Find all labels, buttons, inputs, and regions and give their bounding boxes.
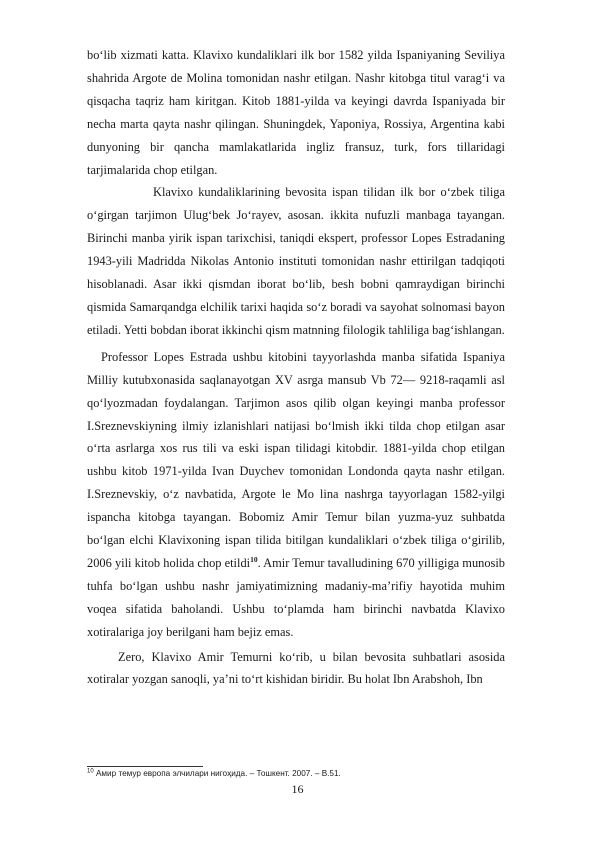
footnote (87, 768, 507, 779)
paragraph-3-part-2: . Amir Temur tavalludining 670 yilligiga munosib tuhfa bo‘lgan ushbu nashr jamiyatimizning madaniy-ma’rifiy hayotida muhim voqea sifatida baholandi. Ushbu to‘plamda ham birinchi navbatda Klavixo xotiralariga joy berilgani ham bejiz emas. (87, 555, 505, 639)
paragraph-2: Klavixo kundaliklarining bevosita ispan tilidan ilk bor o‘zbek tiliga o‘girgan tarjimon Ulug‘bek Jo‘rayev, asosan. ikkita nufuzli manbaga tayangan. Birinchi manba yirik ispan tarixchisi, taniqdi ekspert, professor Lopes Estradaning 1943-yili Madridda Nikolas Antonio instituti tomonidan nashr ettirilgan tadqiqoti hisoblanadi. Asar ikki qismdan iborat bo‘lib, besh bobni qamraydigan birinchi qismida Samarqandga elchilik tarixi haqida so‘z boradi va sayohat solnomasi bayon etiladi. Yetti bobdan iborat ikkinchi qism matnning filologik tahliliga bag‘ishlangan. (87, 185, 505, 337)
paragraph-3-part-1: Professor Lopes Estrada ushbu kitobini tayyorlashda manba sifatida Ispaniya Milliy kutubxonasida saqlanayotgan XV asrga mansub Vb 72— 9218-raqamli asl qo‘lyozmadan foydalangan. Tarjimon asos qilib olgan keyingi manba professor I.Sreznevskiyning ilmiy izlanishlari natijasi bo‘lmish ikki tilda chop etilgan asar o‘rta asrlarga xos rus tili va eski ispan tilidagi kitobdir. 1881-yilda chop etilgan ushbu kitob 1971-yilda Ivan Duychev tomonidan Londonda qayta nashr etilgan. I.Sreznevskiy, o‘z navbatida, Argote le Mo lina nashrga tayyorlagan 1582-yilgi ispancha kitobga tayangan. Bobomiz Amir Temur bilan yuzma-yuz suhbatda bo‘lgan elchi Klavixoning ispan tilida bitilgan kundaliklari o‘zbek tiliga o‘girilib, 2006 yili kitob holida chop etildi (87, 349, 505, 570)
main-text (87, 44, 505, 691)
footnote-divider (87, 766, 203, 767)
footnote-text: Амир темур европа элчилари нигоҳида. – Тошкент. 2007. – В.51. (93, 769, 341, 778)
paragraph-1: bo‘lib xizmati katta. Klavixo kundaliklari ilk bor 1582 yilda Ispaniyaning Seviliya shahrida Argote de Molina tomonidan nashr etilgan. Nashr kitobga titul varag‘i va qisqacha taqriz ham kiritgan. Kitob 1881-yilda va keyingi davrda Ispaniyada bir necha marta qayta nashr qilingan. Shuningdek, Yaponiya, Rossiya, Argentina kabi dunyoning bir qancha mamlakatlarida ingliz fransuz, turk, fors tillaridagi tarjimalarida chop etilgan. (87, 48, 505, 177)
paragraph-3 (87, 346, 505, 644)
page-number: 16 (291, 782, 304, 796)
paragraph-4: Zero, Klavixo Amir Temurni ko‘rib, u bilan bevosita suhbatlari asosida xotiralar yozgan sanoqli, ya’ni to‘rt kishidan biridir. Bu holat Ibn Arabshoh, Ibn (87, 649, 505, 687)
footnote-number: 10 (87, 768, 94, 775)
footnote-reference: 10 (250, 554, 258, 564)
